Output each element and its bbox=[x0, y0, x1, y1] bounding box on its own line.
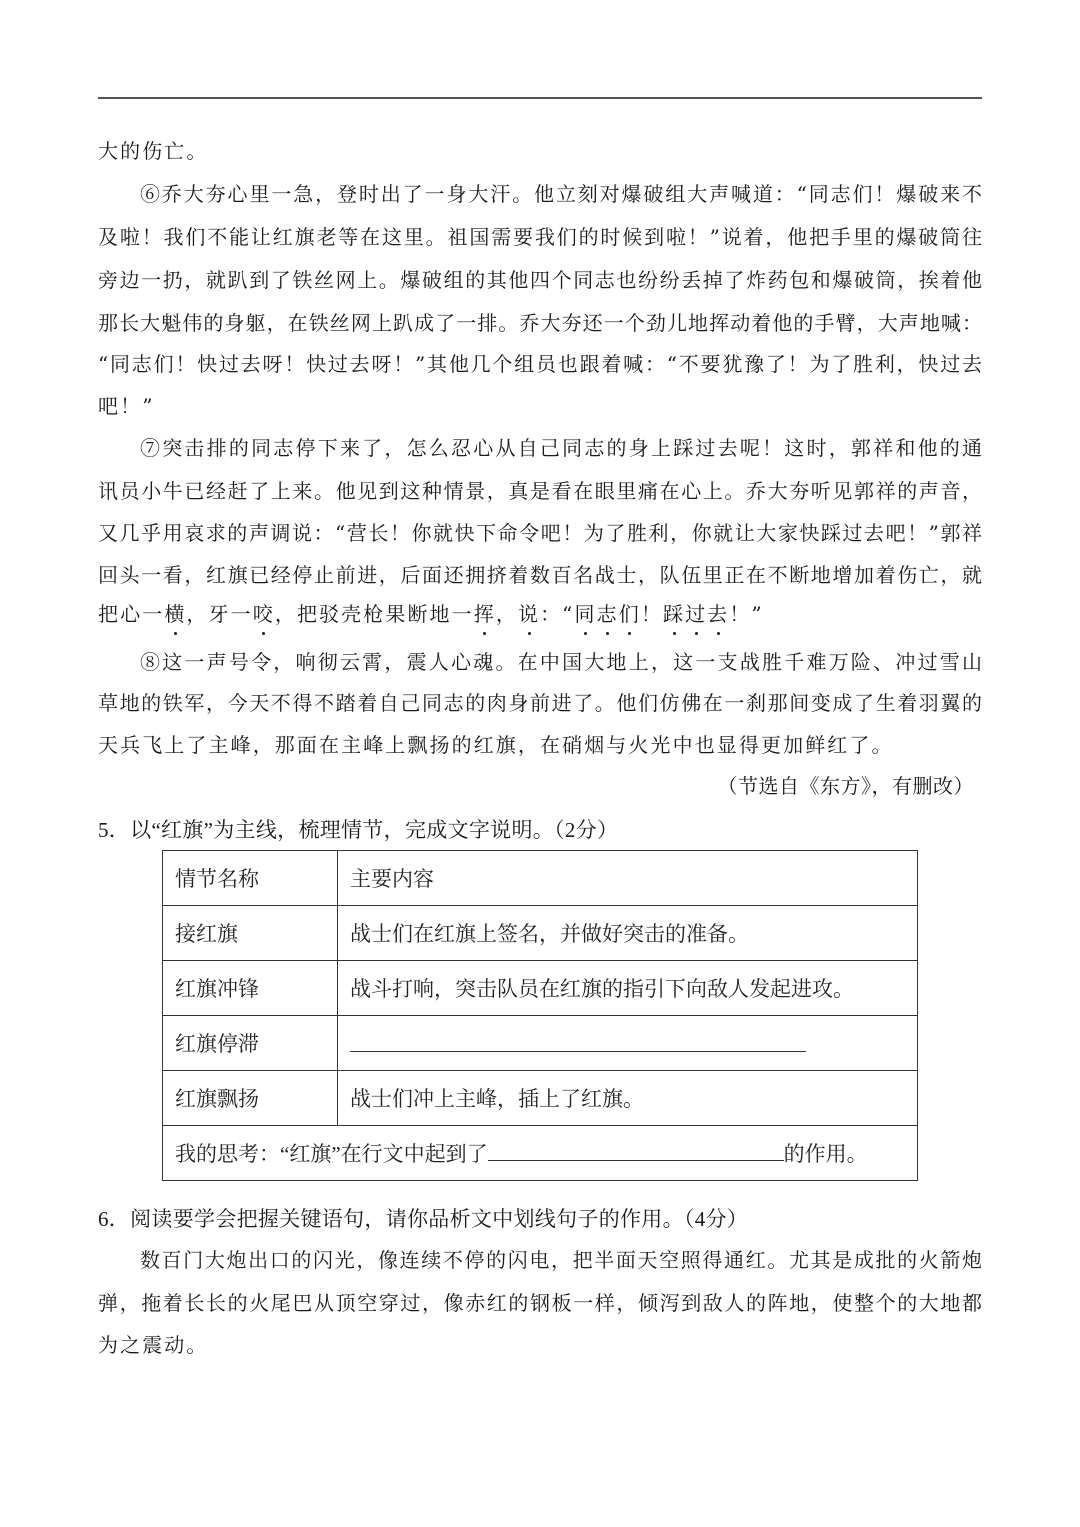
passage-continuation: 大的伤亡。 bbox=[98, 139, 209, 163]
answer-blank-line[interactable] bbox=[350, 1029, 806, 1052]
paragraph-line: 草地的铁军，今天不得不踏着自己同志的肉身前进了。他们仿佛在一刹那间变成了生着羽翼的 bbox=[98, 691, 982, 715]
header-cell: 主要内容 bbox=[338, 851, 918, 906]
emphasized-line bbox=[98, 600, 982, 628]
quote-line: 为之震动。 bbox=[98, 1333, 209, 1357]
reflection-row bbox=[163, 1126, 918, 1181]
emphasis-dot-char: 横 bbox=[164, 602, 187, 626]
header-cell: 情节名称 bbox=[163, 851, 338, 906]
text-segment: 把心一 bbox=[98, 602, 165, 626]
paragraph-line: 讯员小牛已经赶了上来。他见到这种情景，真是看在眼里痛在心上。乔大夯听见郭祥的声音， bbox=[98, 479, 982, 503]
plot-name-cell: 红旗飘扬 bbox=[163, 1071, 338, 1126]
plot-name-cell: 红旗冲锋 bbox=[163, 961, 338, 1016]
table-header-row bbox=[163, 851, 918, 906]
plot-name-cell: 接红旗 bbox=[163, 906, 338, 961]
text-segment: ：“ bbox=[540, 602, 575, 626]
plot-content-cell: 战斗打响，突击队员在红旗的指引下向敌人发起进攻。 bbox=[338, 961, 918, 1016]
paragraph-line: ⑧这一声号令，响彻云霄，震人心魂。在中国大地上，这一支战胜千难万险、冲过雪山 bbox=[140, 650, 982, 674]
text-segment: ，把驳壳枪果断地一 bbox=[274, 602, 474, 626]
question-5-prompt: 5．以“红旗”为主线，梳理情节，完成文字说明。（2分） bbox=[98, 818, 619, 842]
text-segment: ！ bbox=[640, 602, 663, 626]
emphasis-dot-char: 说 bbox=[517, 602, 541, 626]
paragraph-line: 旁边一扔，就趴到了铁丝网上。爆破组的其他四个同志也纷纷丢掉了炸药包和爆破筒，挨着他 bbox=[98, 268, 982, 292]
question-6-prompt: 6．阅读要学会把握关键语句，请你品析文中划线句子的作用。（4分） bbox=[98, 1207, 749, 1231]
quote-line: 数百门大炮出口的闪光，像连续不停的闪电，把半面天空照得通红。尤其是成批的火箭炮 bbox=[140, 1248, 982, 1272]
emphasis-dot-char: 志 bbox=[596, 602, 619, 626]
plot-content-cell: 战士们冲上主峰，插上了红旗。 bbox=[338, 1071, 918, 1126]
paragraph-line: 天兵飞上了主峰，那面在主峰上飘扬的红旗，在硝烟与火光中也显得更加鲜红了。 bbox=[98, 733, 894, 757]
plot-name-cell: 红旗停滞 bbox=[163, 1016, 338, 1071]
emphasis-dot-char: 去 bbox=[707, 602, 730, 626]
table-row bbox=[163, 961, 918, 1016]
table-row bbox=[163, 1016, 918, 1071]
reflection-suffix: 的作用。 bbox=[783, 1142, 868, 1166]
quote-line: 弹，拖着长长的火尾巴从顶空穿过，像赤红的钢板一样，倾泻到敌人的阵地，使整个的大地都 bbox=[98, 1291, 982, 1315]
paragraph-line: 又几乎用哀求的声调说：“营长！你就快下命令吧！为了胜利，你就让大家快踩过去吧！”郭祥 bbox=[98, 521, 982, 545]
text-segment: ！” bbox=[729, 602, 764, 626]
text-segment: ， bbox=[495, 602, 518, 626]
table-row bbox=[163, 1071, 918, 1126]
header-rule bbox=[98, 97, 982, 99]
emphasis-dot-char: 过 bbox=[685, 602, 708, 626]
paragraph-line: 吧！” bbox=[98, 394, 155, 418]
paragraph-line: 及啦！我们不能让红旗老等在这里。祖国需要我们的时候到啦！”说着，他把手里的爆破筒往 bbox=[98, 225, 982, 249]
paragraph-line: 回头一看，红旗已经停止前进，后面还拥挤着数百名战士，队伍里正在不断地增加着伤亡，就 bbox=[98, 563, 982, 587]
plot-table bbox=[162, 850, 918, 1181]
plot-content-cell: 战士们在红旗上签名，并做好突击的准备。 bbox=[338, 906, 918, 961]
paragraph-line: ⑦突击排的同志停下来了，怎么忍心从自己同志的身上踩过去呢！这时，郭祥和他的通 bbox=[140, 436, 982, 460]
paragraph-line: “同志们！快过去呀！快过去呀！”其他几个组员也跟着喊：“不要犹豫了！为了胜利，快过去 bbox=[98, 352, 982, 376]
reflection-prefix: 我的思考：“红旗”在行文中起到了 bbox=[175, 1142, 488, 1166]
emphasis-dot-char: 踩 bbox=[662, 602, 686, 626]
table-row bbox=[163, 906, 918, 961]
paragraph-line: 那长大魁伟的身躯，在铁丝网上趴成了一排。乔大夯还一个劲儿地挥动着他的手臂，大声地喊： bbox=[98, 311, 982, 335]
emphasis-dot-char: 同 bbox=[574, 602, 597, 626]
emphasis-dot-char: 们 bbox=[618, 602, 641, 626]
emphasis-dot-char: 咬 bbox=[252, 602, 275, 626]
emphasis-dot-char: 挥 bbox=[473, 602, 496, 626]
text-segment: ，牙一 bbox=[186, 602, 253, 626]
reflection-cell bbox=[163, 1126, 918, 1181]
source-citation: （节选自《东方》，有删改） bbox=[717, 774, 974, 798]
paragraph-line: ⑥乔大夯心里一急，登时出了一身大汗。他立刻对爆破组大声喊道：“同志们！爆破来不 bbox=[140, 182, 982, 206]
reflection-blank-line[interactable] bbox=[488, 1138, 784, 1161]
answer-blank-cell[interactable] bbox=[338, 1016, 918, 1071]
